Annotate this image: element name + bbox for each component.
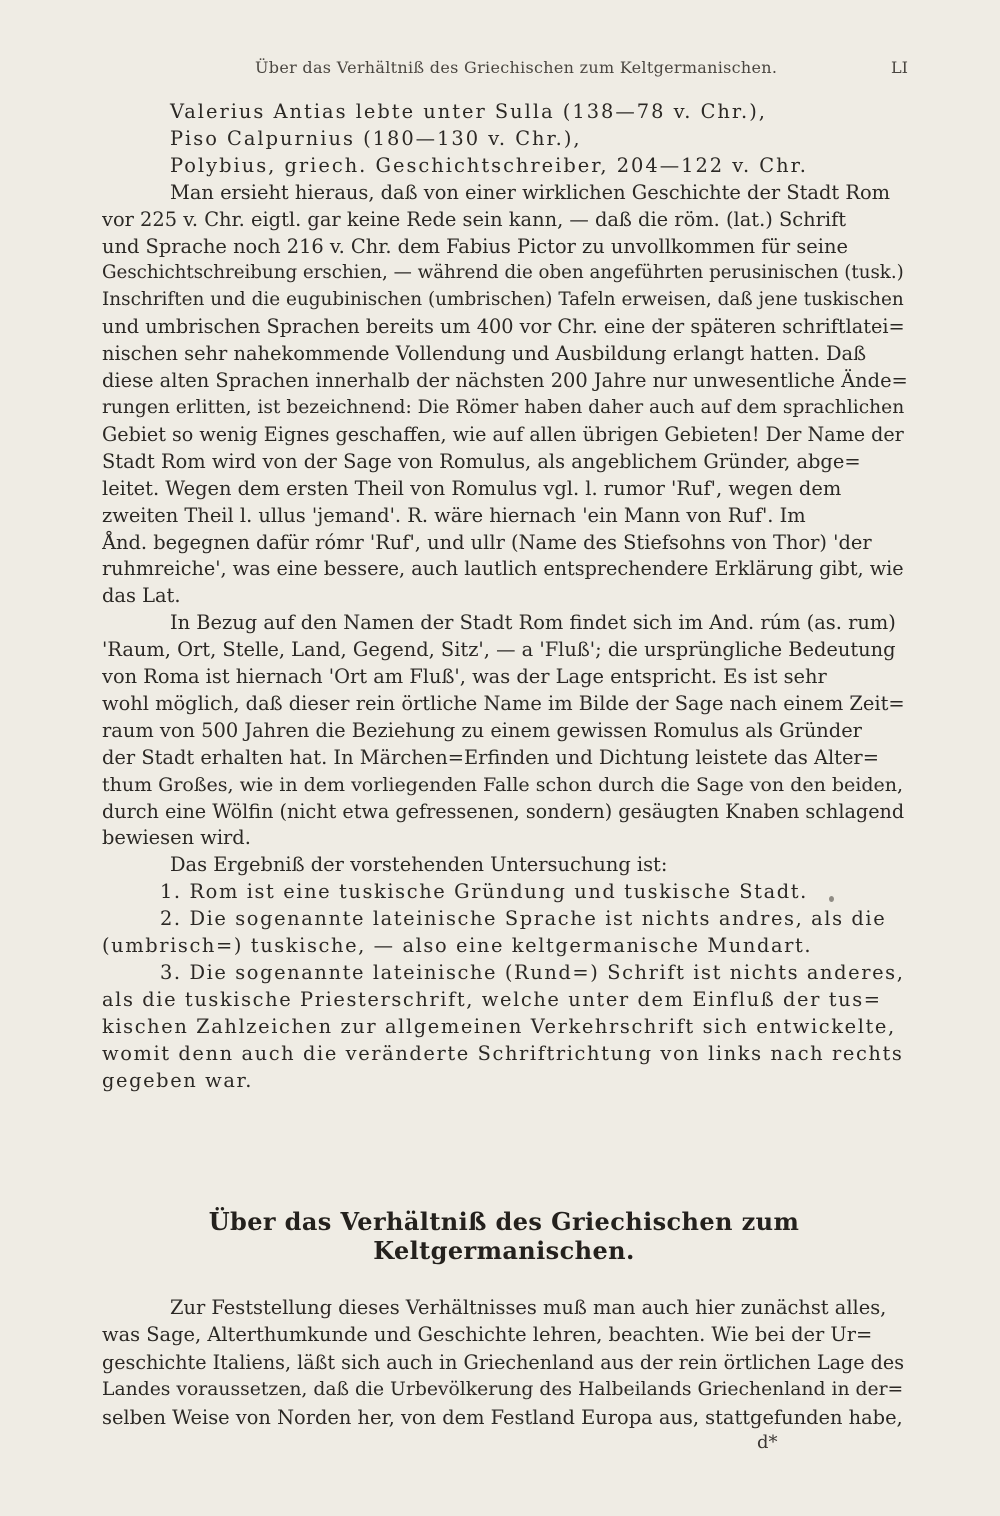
body-line: Piso Calpurnius (180—130 v. Chr.), (170, 126, 582, 150)
body-line: Landes voraussetzen, daß die Urbevölkerung des Halbeilands Griechenland in der= (102, 1379, 904, 1401)
body-line: diese alten Sprachen innerhalb der nächsten 200 Jahre nur unwesentliche Ände= (102, 369, 908, 393)
body-line: wohl möglich, daß dieser rein örtliche Name im Bilde der Sage nach einem Zeit= (102, 691, 905, 715)
conclusion-item-2: 2. Die sogenannte lateinische Sprache ist nichts andres, als die (160, 907, 887, 931)
conclusion-item-3: 3. Die sogenannte lateinische (Rund=) Schrift ist nichts anderes, (160, 961, 905, 984)
page-number: LI (891, 58, 908, 77)
body-line: raum von 500 Jahren die Beziehung zu einem gewissen Romulus als Gründer (102, 718, 862, 742)
conclusion-item-3-cont: als die tuskische Priesterschrift, welche unter dem Einfluß der tus= (102, 987, 882, 1011)
paragraph-start: Man ersieht hieraus, daß von einer wirklichen Geschichte der Stadt Rom (170, 180, 891, 204)
paragraph-start: In Bezug auf den Namen der Stadt Rom findet sich im And. rúm (as. rum) (170, 611, 896, 635)
conclusion-item-3-cont: kischen Zahlzeichen zur allgemeinen Verkehrschrift sich entwickelte, (102, 1014, 896, 1038)
body-line: rungen erlitten, ist bezeichnend: Die Römer haben daher auch auf dem sprachlichen (102, 396, 905, 418)
body-line: leitet. Wegen dem ersten Theil von Romulus vgl. l. rumor 'Ruf', wegen dem (102, 476, 842, 500)
body-line: vor 225 v. Chr. eigtl. gar keine Rede sein kann, — daß die röm. (lat.) Schrift (102, 207, 847, 231)
conclusion-item-3-cont: gegeben war. (102, 1068, 253, 1092)
conclusion-item-2-cont: (umbrisch=) tuskische, — also eine keltgermanische Mundart. (102, 934, 813, 958)
body-line: und Sprache noch 216 v. Chr. dem Fabius Pictor zu unvollkommen für seine (102, 234, 848, 258)
body-line: geschichte Italiens, läßt sich auch in Griechenland aus der rein örtlichen Lage des (102, 1350, 905, 1374)
conclusion-item-1: 1. Rom ist eine tuskische Gründung und tuskische Stadt. (160, 880, 808, 904)
body-line: Valerius Antias lebte unter Sulla (138—78 v. Chr.), (170, 100, 767, 123)
body-line: bewiesen wird. (102, 826, 251, 850)
print-speck (829, 896, 834, 902)
signature-mark: d* (757, 1432, 778, 1453)
body-line: Gebiet so wenig Eignes geschaffen, wie auf allen übrigen Gebieten! Der Name der (102, 422, 904, 446)
paragraph-start: Zur Feststellung dieses Verhältnisses muß man auch hier zunächst alles, (170, 1296, 887, 1319)
body-line: Polybius, griech. Geschichtschreiber, 204—122 v. Chr. (170, 153, 808, 177)
body-line: Ånd. begegnen dafür rómr 'Ruf', und ullr (Name des Stiefsohns von Thor) 'der (102, 530, 872, 554)
body-line: zweiten Theil l. ullus 'jemand'. R. wäre hiernach 'ein Mann von Ruf'. Im (102, 503, 806, 527)
section-heading: Über das Verhältniß des Griechischen zum Keltgermanischen. (208, 1207, 800, 1265)
body-line: und umbrischen Sprachen bereits um 400 vor Chr. eine der späteren schriftlatei= (102, 315, 905, 339)
running-title: Über das Verhältniß des Griechischen zum Keltgermanischen. (255, 58, 778, 77)
body-line: was Sage, Alterthumkunde und Geschichte lehren, beachten. Wie bei der Ur= (102, 1323, 873, 1347)
running-head (100, 58, 908, 86)
body-line: selben Weise von Norden her, von dem Festland Europa aus, stattgefunden habe, (102, 1405, 903, 1429)
body-line: 'Raum, Ort, Stelle, Land, Gegend, Sitz', — a 'Fluß'; die ursprüngliche Bedeutung (102, 638, 896, 662)
body-line: von Roma ist hiernach 'Ort am Fluß', was der Lage entspricht. Es ist sehr (102, 665, 827, 689)
body-line: nischen sehr nahekommende Vollendung und Ausbildung erlangt hatten. Daß (102, 342, 867, 366)
conclusion-item-3-cont: womit denn auch die veränderte Schriftrichtung von links nach rechts (102, 1041, 904, 1065)
body-line: der Stadt erhalten hat. In Märchen=Erfinden und Dichtung leistete das Alter= (102, 745, 879, 769)
section-text (102, 1294, 908, 1431)
body-line: das Lat. (102, 584, 181, 608)
body-line: durch eine Wölfin (nicht etwa gefressenen, sondern) gesäugten Knaben schlagend (102, 799, 905, 823)
body-line: Stadt Rom wird von der Sage von Romulus, als angeblichem Gründer, abge= (102, 449, 861, 473)
paragraph-start: Das Ergebniß der vorstehenden Untersuchung ist: (170, 853, 668, 877)
body-line: Geschichtschreibung erschien, — während die oben angeführten perusinischen (tusk.) (102, 262, 904, 284)
body-text (102, 99, 908, 1095)
body-line: Inschriften und die eugubinischen (umbrischen) Tafeln erweisen, daß jene tuskischen (102, 289, 904, 311)
body-line: thum Großes, wie in dem vorliegenden Falle schon durch die Sage von den beiden, (102, 773, 904, 796)
body-line: ruhmreiche', was eine bessere, auch lautlich entsprechendere Erklärung gibt, wie (102, 557, 904, 581)
